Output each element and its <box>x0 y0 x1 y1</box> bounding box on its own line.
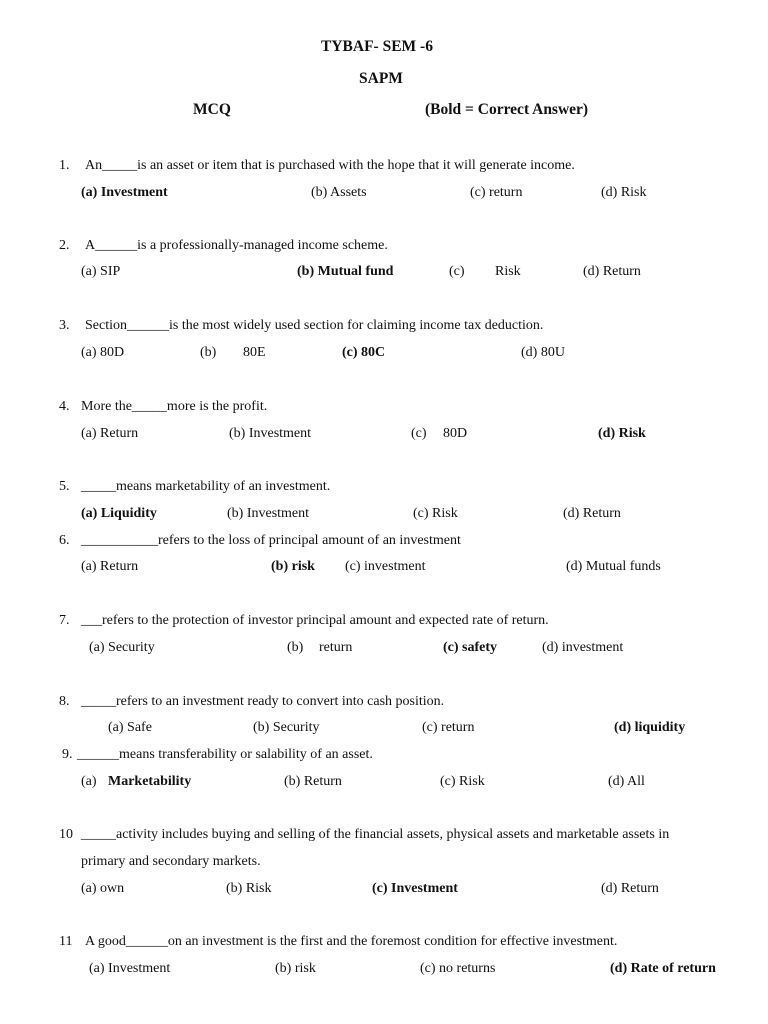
option: (b) <box>200 345 217 360</box>
question-text: ___refers to the protection of investor principal amount and expected rate of return. <box>81 613 549 628</box>
option-correct: (a) Investment <box>81 185 168 200</box>
option: (b) <box>287 640 304 655</box>
question-number: 2. <box>59 238 70 253</box>
option: (c) <box>411 426 427 441</box>
option: (c) Risk <box>440 774 485 789</box>
option: (c) investment <box>345 559 426 574</box>
option: (c) return <box>422 720 475 735</box>
option: (b) Assets <box>311 185 367 200</box>
option: (c) no returns <box>420 961 496 976</box>
question-number: 3. <box>59 318 70 333</box>
option: (c) return <box>470 185 523 200</box>
option: (b) Investment <box>229 426 312 441</box>
option: (d) Return <box>583 264 641 279</box>
question-number: 7. <box>59 613 70 628</box>
question-number: 1. <box>59 158 70 173</box>
option: (a) 80D <box>81 345 125 360</box>
option: (b) Security <box>253 720 320 735</box>
question-text: ___________refers to the loss of principal amount of an investment <box>81 533 461 548</box>
question-text: _____activity includes buying and selling of the financial assets, physical assets and marketable assets in <box>81 827 670 842</box>
question-text: _____refers to an investment ready to convert into cash position. <box>81 694 445 709</box>
option: (d) 80U <box>521 345 565 360</box>
option-correct: Marketability <box>108 774 192 789</box>
section-title: MCQ <box>193 101 231 118</box>
option-correct: (d) Rate of return <box>610 961 716 976</box>
option: 80E <box>243 345 266 360</box>
question-text: A______is a professionally-managed income scheme. <box>85 238 388 253</box>
option: (b) risk <box>275 961 316 976</box>
subject-title: SAPM <box>359 70 403 87</box>
question-text: ______means transferability or salability of an asset. <box>77 747 373 762</box>
option-correct: (c) safety <box>443 640 498 655</box>
question-number: 10 <box>59 827 73 842</box>
option: Risk <box>495 264 521 279</box>
answer-legend: (Bold = Correct Answer) <box>425 101 589 118</box>
option: (a) Investment <box>89 961 171 976</box>
option-correct: (b) Mutual fund <box>297 264 394 279</box>
option: (b) Investment <box>227 506 310 521</box>
question-text: A good______on an investment is the first and the foremost condition for effective investment. <box>85 934 618 949</box>
question-text: _____means marketability of an investment. <box>81 479 331 494</box>
option: (a) Safe <box>108 720 152 735</box>
option: (a) SIP <box>81 264 121 279</box>
option-correct: (d) Risk <box>598 426 646 441</box>
question-text: More the_____more is the profit. <box>81 399 268 414</box>
option: return <box>319 640 353 655</box>
option: (c) Risk <box>413 506 458 521</box>
option: (a) Return <box>81 559 139 574</box>
question-number: 8. <box>59 694 70 709</box>
option: (a) Return <box>81 426 139 441</box>
option-correct: (b) risk <box>271 559 315 574</box>
option: (d) Mutual funds <box>566 559 661 574</box>
option: (d) Return <box>601 881 659 896</box>
option: (a) Security <box>89 640 155 655</box>
option-correct: (c) Investment <box>372 881 458 896</box>
question-number: 6. <box>59 533 70 548</box>
question-text-continued: primary and secondary markets. <box>81 854 261 869</box>
question-number: 4. <box>59 399 70 414</box>
course-title: TYBAF- SEM -6 <box>321 38 433 55</box>
question-number: 11 <box>59 934 73 949</box>
option-correct: (a) Liquidity <box>81 506 157 521</box>
question-text: An_____is an asset or item that is purchased with the hope that it will generate income. <box>85 158 575 173</box>
option: (b) Risk <box>226 881 272 896</box>
question-text: Section______is the most widely used section for claiming income tax deduction. <box>85 318 544 333</box>
option: (b) Return <box>284 774 342 789</box>
question-number: 9. <box>62 747 73 762</box>
option: (d) investment <box>542 640 624 655</box>
option: (a) <box>81 774 97 789</box>
question-number: 5. <box>59 479 70 494</box>
option: (d) Risk <box>601 185 647 200</box>
option: (a) own <box>81 881 125 896</box>
option: (d) All <box>608 774 645 789</box>
option-correct: (d) liquidity <box>614 720 686 735</box>
option-correct: (c) 80C <box>342 345 386 360</box>
option: (d) Return <box>563 506 621 521</box>
option: (c) <box>449 264 465 279</box>
option: 80D <box>443 426 468 441</box>
